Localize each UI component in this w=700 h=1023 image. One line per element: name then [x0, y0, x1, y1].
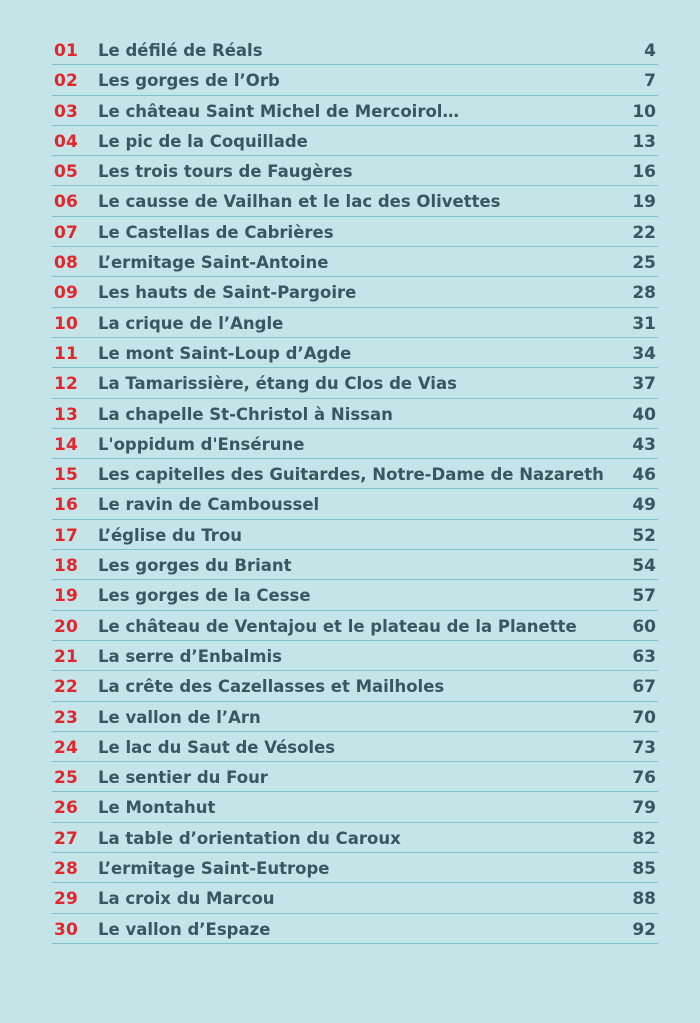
toc-entry-page: 76 — [632, 768, 656, 789]
toc-entry-number: 08 — [54, 253, 79, 274]
toc-entry-page: 79 — [632, 798, 656, 819]
toc-entry-number: 01 — [54, 41, 79, 61]
toc-entry-page: 73 — [632, 737, 656, 758]
toc-entry-number: 28 — [54, 859, 79, 880]
toc-entry-title: Le vallon d’Espaze — [98, 919, 271, 939]
toc-entry-title: La chapelle St-Christol à Nissan — [98, 404, 393, 424]
toc-row[interactable] — [52, 247, 658, 277]
toc-row[interactable] — [52, 671, 658, 701]
toc-row[interactable] — [52, 65, 658, 95]
toc-row[interactable] — [52, 186, 658, 216]
toc-row[interactable] — [52, 732, 658, 762]
toc-row[interactable] — [52, 399, 658, 429]
toc-entry-number: 17 — [54, 525, 79, 546]
toc-entry-title: La crique de l’Angle — [98, 313, 284, 333]
toc-entry-number: 26 — [54, 798, 79, 819]
toc-row[interactable] — [52, 762, 658, 792]
toc-row[interactable] — [52, 217, 658, 247]
toc-entry-page: 22 — [632, 222, 656, 243]
toc-entry-number: 07 — [54, 222, 79, 243]
toc-entry-page: 82 — [632, 828, 656, 849]
toc-row[interactable] — [52, 96, 658, 126]
toc-entry-page: 31 — [632, 313, 656, 334]
toc-entry-title: La table d’orientation du Caroux — [98, 828, 401, 848]
toc-entry-title: Le sentier du Four — [98, 768, 268, 788]
toc-entry-title: La croix du Marcou — [98, 889, 275, 909]
toc-row[interactable] — [52, 792, 658, 822]
toc-entry-title: Les gorges de l’Orb — [98, 71, 280, 91]
toc-entry-page: 88 — [632, 889, 656, 910]
toc-entry-number: 22 — [54, 677, 79, 698]
toc-row[interactable] — [52, 580, 658, 610]
toc-entry-page: 28 — [632, 283, 656, 304]
toc-entry-title: Le défilé de Réals — [98, 41, 263, 60]
toc-entry-title: Le château de Ventajou et le plateau de la Planette — [98, 616, 577, 636]
toc-entry-number: 06 — [54, 192, 79, 213]
toc-entry-page: 63 — [632, 646, 656, 667]
toc-entry-title: L’ermitage Saint-Eutrope — [98, 859, 330, 879]
toc-row[interactable] — [52, 853, 658, 883]
toc-entry-number: 27 — [54, 828, 79, 849]
toc-entry-number: 14 — [54, 434, 79, 455]
toc-entry-number: 10 — [54, 313, 79, 334]
toc-row[interactable] — [52, 914, 658, 944]
toc-entry-title: La serre d’Enbalmis — [98, 646, 282, 666]
toc-entry-title: Le ravin de Camboussel — [98, 495, 320, 515]
toc-entry-title: Le causse de Vailhan et le lac des Olivettes — [98, 192, 501, 212]
toc-entry-page: 49 — [632, 495, 656, 516]
toc-row[interactable] — [52, 277, 658, 307]
toc-entry-number: 13 — [54, 404, 79, 425]
toc-entry-title: L’ermitage Saint-Antoine — [98, 253, 329, 273]
toc-entry-page: 46 — [632, 465, 656, 486]
toc-entry-title: La crête des Cazellasses et Mailholes — [98, 677, 445, 697]
toc-entry-title: Les hauts de Saint-Pargoire — [98, 283, 357, 303]
toc-entry-page: 60 — [632, 616, 656, 637]
toc-entry-page: 34 — [632, 343, 656, 364]
toc-entry-number: 12 — [54, 374, 79, 395]
toc-entry-number: 19 — [54, 586, 79, 607]
toc-row[interactable] — [52, 550, 658, 580]
toc-entry-title: Le Montahut — [98, 798, 216, 818]
toc-entry-number: 04 — [54, 131, 79, 152]
toc-entry-number: 09 — [54, 283, 79, 304]
toc-entry-page: 92 — [632, 919, 656, 940]
toc-entry-title: Le pic de la Coquillade — [98, 131, 308, 151]
toc-entry-title: Le mont Saint-Loup d’Agde — [98, 343, 352, 363]
toc-entry-number: 16 — [54, 495, 79, 516]
toc-entry-number: 25 — [54, 768, 79, 789]
toc-entry-number: 15 — [54, 465, 79, 486]
toc-entry-page: 85 — [632, 859, 656, 880]
toc-row[interactable] — [52, 459, 658, 489]
toc-entry-page: 57 — [632, 586, 656, 607]
toc-row[interactable] — [52, 611, 658, 641]
toc-row[interactable] — [52, 520, 658, 550]
toc-entry-title: La Tamarissière, étang du Clos de Vias — [98, 374, 457, 394]
toc-row[interactable] — [52, 126, 658, 156]
table-of-contents — [52, 35, 658, 944]
toc-row[interactable] — [52, 702, 658, 732]
toc-entry-page: 13 — [632, 131, 656, 152]
toc-row[interactable] — [52, 338, 658, 368]
toc-entry-title: Les trois tours de Faugères — [98, 162, 353, 182]
toc-entry-number: 21 — [54, 646, 79, 667]
toc-entry-number: 30 — [54, 919, 79, 940]
toc-entry-number: 11 — [54, 343, 79, 364]
toc-entry-number: 02 — [54, 71, 79, 92]
toc-entry-number: 18 — [54, 556, 79, 577]
toc-row[interactable] — [52, 368, 658, 398]
toc-entry-page: 37 — [632, 374, 656, 395]
toc-entry-page: 70 — [632, 707, 656, 728]
toc-entry-page: 40 — [632, 404, 656, 425]
toc-entry-number: 23 — [54, 707, 79, 728]
toc-row[interactable] — [52, 429, 658, 459]
toc-entry-page: 25 — [632, 253, 656, 274]
toc-entry-number: 24 — [54, 737, 79, 758]
toc-entry-title: Le château Saint Michel de Mercoirol… — [98, 101, 459, 121]
toc-entry-page: 52 — [632, 525, 656, 546]
toc-entry-page: 4 — [644, 41, 656, 61]
toc-entry-page: 10 — [632, 101, 656, 122]
toc-row[interactable] — [52, 641, 658, 671]
toc-entry-title: L'oppidum d'Ensérune — [98, 434, 305, 454]
toc-entry-title: Les gorges du Briant — [98, 556, 292, 576]
toc-entry-page: 19 — [632, 192, 656, 213]
toc-entry-title: Le lac du Saut de Vésoles — [98, 737, 336, 757]
toc-row[interactable] — [52, 883, 658, 913]
toc-entry-page: 16 — [632, 162, 656, 183]
toc-entry-page: 7 — [644, 71, 656, 92]
toc-entry-page: 43 — [632, 434, 656, 455]
toc-entry-number: 03 — [54, 101, 79, 122]
toc-entry-title: Les gorges de la Cesse — [98, 586, 311, 606]
toc-row[interactable] — [52, 156, 658, 186]
toc-entry-number: 05 — [54, 162, 79, 183]
toc-entry-title: Le Castellas de Cabrières — [98, 222, 334, 242]
toc-row[interactable] — [52, 308, 658, 338]
toc-row[interactable] — [52, 823, 658, 853]
toc-entry-number: 20 — [54, 616, 79, 637]
toc-entry-page: 54 — [632, 556, 656, 577]
toc-row[interactable] — [52, 489, 658, 519]
toc-entry-page: 67 — [632, 677, 656, 698]
toc-entry-title: Le vallon de l’Arn — [98, 707, 261, 727]
toc-entry-title: Les capitelles des Guitardes, Notre-Dame de Nazareth — [98, 465, 604, 485]
toc-entry-title: L’église du Trou — [98, 525, 243, 545]
toc-entry-number: 29 — [54, 889, 79, 910]
toc-row[interactable] — [52, 35, 658, 65]
